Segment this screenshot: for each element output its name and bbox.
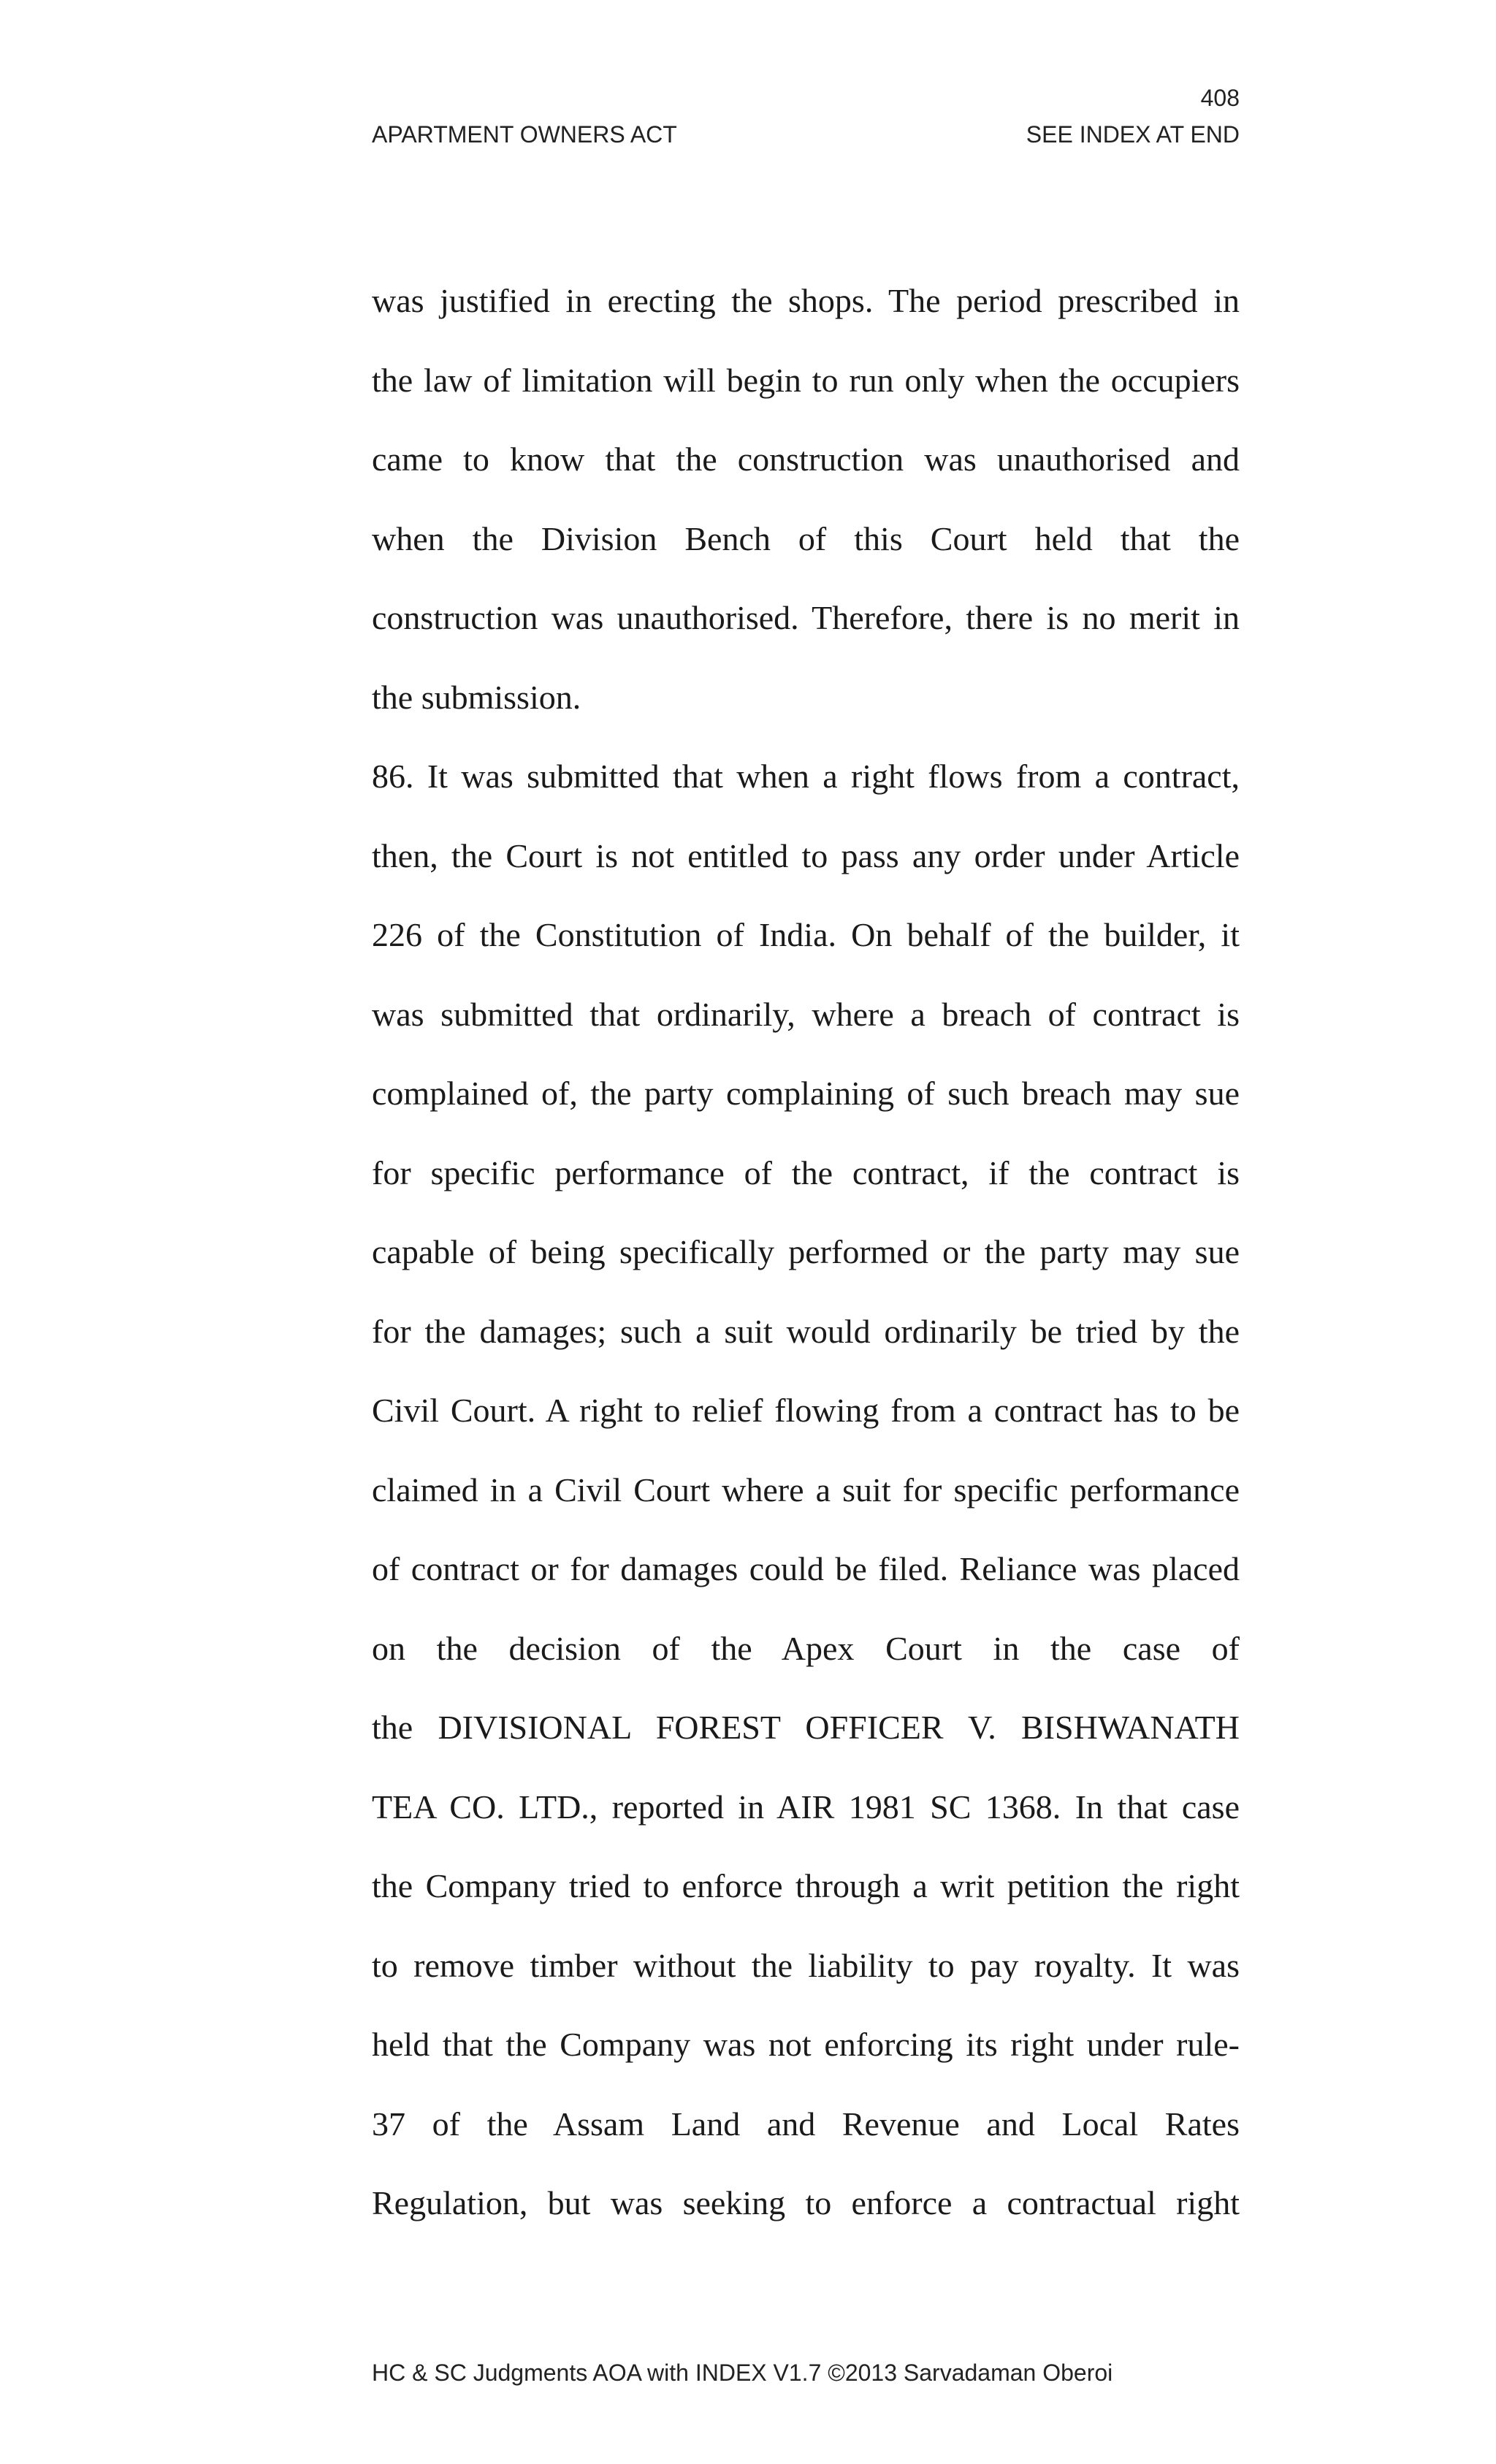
body-line: TEA CO. LTD., reported in AIR 1981 SC 1368. In that case bbox=[372, 1788, 1240, 1826]
body-line: claimed in a Civil Court where a suit for specific performance bbox=[372, 1471, 1240, 1508]
body-line: the Company tried to enforce through a writ petition the right bbox=[372, 1867, 1240, 1904]
body-line: construction was unauthorised. Therefore, there is no merit in bbox=[372, 599, 1240, 636]
body-line: 226 of the Constitution of India. On behalf of the builder, it bbox=[372, 916, 1240, 953]
body-line: of contract or for damages could be filed. Reliance was placed bbox=[372, 1550, 1240, 1587]
body-line: for specific performance of the contract, if the contract is bbox=[372, 1153, 1240, 1191]
body-line: the submission. bbox=[372, 678, 581, 716]
body-line: 86. It was submitted that when a right flows from a contract, bbox=[372, 758, 1240, 795]
page-footer: HC & SC Judgments AOA with INDEX V1.7 ©2013 Sarvadaman Oberoi bbox=[372, 2360, 1113, 2386]
body-line: Civil Court. A right to relief flowing from a contract has to be bbox=[372, 1392, 1240, 1429]
body-line: to remove timber without the liability to pay royalty. It was bbox=[372, 1946, 1240, 1984]
running-header-index-note: SEE INDEX AT END bbox=[1026, 121, 1240, 148]
page-number: 408 bbox=[1200, 85, 1240, 111]
body-line: the law of limitation will begin to run only when the occupiers bbox=[372, 361, 1240, 399]
body-line: capable of being specifically performed or the party may sue bbox=[372, 1233, 1240, 1270]
body-line: was justified in erecting the shops. The period prescribed in bbox=[372, 282, 1240, 319]
judgment-body-text bbox=[372, 262, 1240, 2243]
body-line: complained of, the party complaining of such breach may sue bbox=[372, 1075, 1240, 1112]
body-line: then, the Court is not entitled to pass any order under Article bbox=[372, 836, 1240, 874]
body-line: 37 of the Assam Land and Revenue and Local Rates bbox=[372, 2105, 1240, 2143]
running-header-title: APARTMENT OWNERS ACT bbox=[372, 121, 677, 148]
body-line: was submitted that ordinarily, where a breach of contract is bbox=[372, 995, 1240, 1033]
body-line: came to know that the construction was unauthorised and bbox=[372, 440, 1240, 478]
body-line: the DIVISIONAL FOREST OFFICER V. BISHWANATH bbox=[372, 1709, 1240, 1746]
body-line: for the damages; such a suit would ordinarily be tried by the bbox=[372, 1312, 1240, 1350]
body-line: when the Division Bench of this Court held that the bbox=[372, 519, 1240, 557]
body-line: Regulation, but was seeking to enforce a contractual right bbox=[372, 2184, 1240, 2221]
body-line: held that the Company was not enforcing its right under rule- bbox=[372, 2026, 1240, 2063]
body-line: on the decision of the Apex Court in the case of bbox=[372, 1629, 1240, 1667]
